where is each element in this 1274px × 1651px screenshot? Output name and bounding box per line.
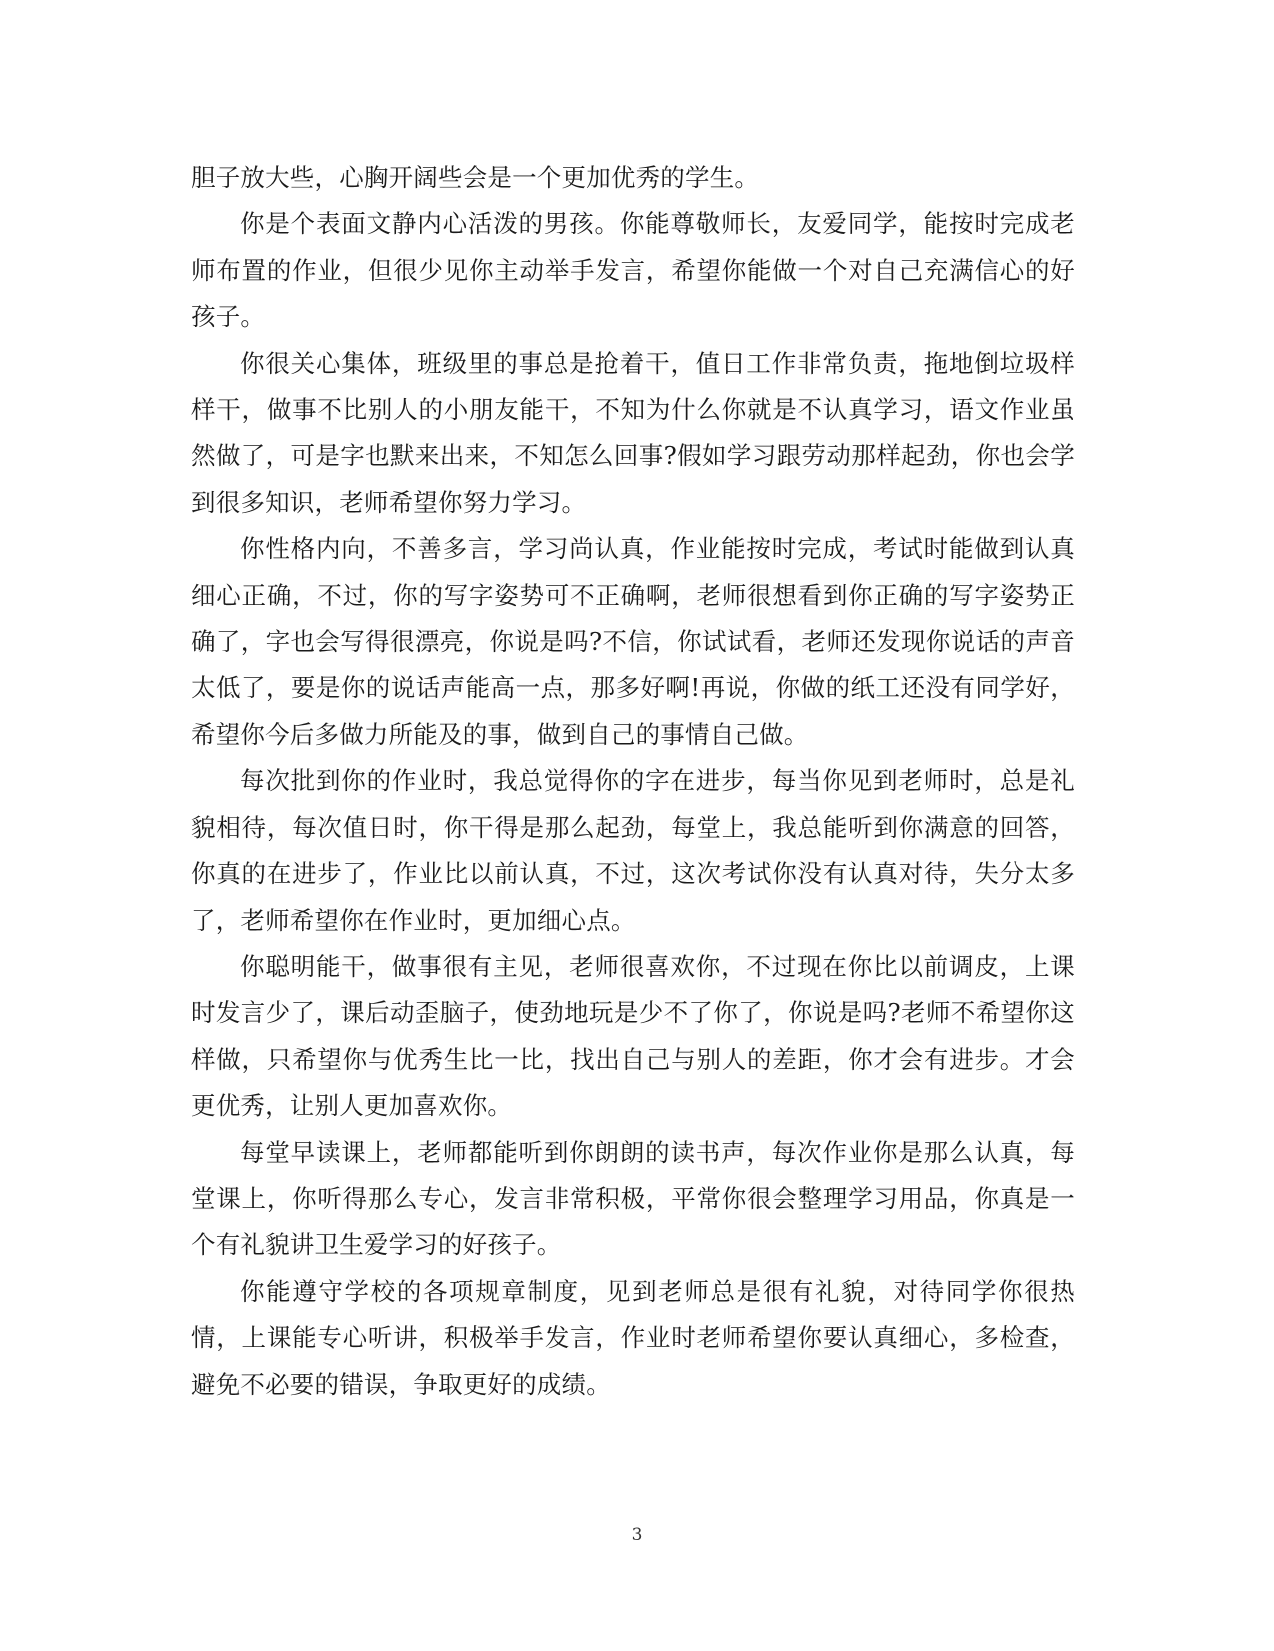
paragraph-8: 你能遵守学校的各项规章制度，见到老师总是很有礼貌，对待同学你很热情，上课能专心听讲，积极举手发言，作业时老师希望你要认真细心，多检查，避免不必要的错误，争取更好的成绩。 bbox=[191, 1276, 1075, 1399]
paragraph-5: 每次批到你的作业时，我总觉得你的字在进步，每当你见到老师时，总是礼貌相待，每次值日时，你干得是那么起劲，每堂上，我总能听到你满意的回答，你真的在进步了，作业比以前认真，不过，这次考试你没有认真对待，失分太多了，老师希望你在作业时，更加细心点。 bbox=[191, 766, 1075, 935]
page-number: 3 bbox=[631, 1525, 643, 1545]
paragraph-7: 每堂早读课上，老师都能听到你朗朗的读书声，每次作业你是那么认真，每堂课上，你听得那么专心，发言非常积极，平常你很会整理学习用品，你真是一个有礼貌讲卫生爱学习的好孩子。 bbox=[191, 1137, 1075, 1260]
paragraph-1: 胆子放大些，心胸开阔些会是一个更加优秀的学生。 bbox=[191, 163, 760, 192]
paragraph-6: 你聪明能干，做事很有主见，老师很喜欢你，不过现在你比以前调皮，上课时发言少了，课后动歪脑子，使劲地玩是少不了你了，你说是吗?老师不希望你这样做，只希望你与优秀生比一比，找出自己与别人的差距，你才会有进步。才会更优秀，让别人更加喜欢你。 bbox=[191, 951, 1075, 1121]
document-body bbox=[191, 155, 1075, 1408]
paragraph-2: 你是个表面文静内心活泼的男孩。你能尊敬师长，友爱同学，能按时完成老师布置的作业，但很少见你主动举手发言，希望你能做一个对自己充满信心的好孩子。 bbox=[191, 209, 1075, 332]
paragraph-4: 你性格内向，不善多言，学习尚认真，作业能按时完成，考试时能做到认真细心正确，不过，你的写字姿势可不正确啊，老师很想看到你正确的写字姿势正确了，字也会写得很漂亮，你说是吗?不信，你试试看，老师还发现你说话的声音太低了，要是你的说话声能高一点，那多好啊!再说，你做的纸工还没有同学好，希望你今后多做力所能及的事，做到自己的事情自己做。 bbox=[191, 534, 1075, 749]
paragraph-3: 你很关心集体，班级里的事总是抢着干，值日工作非常负责，拖地倒垃圾样样干，做事不比别人的小朋友能干，不知为什么你就是不认真学习，语文作业虽然做了，可是字也默来出来，不知怎么回事?假如学习跟劳动那样起劲，你也会学到很多知识，老师希望你努力学习。 bbox=[191, 348, 1075, 517]
